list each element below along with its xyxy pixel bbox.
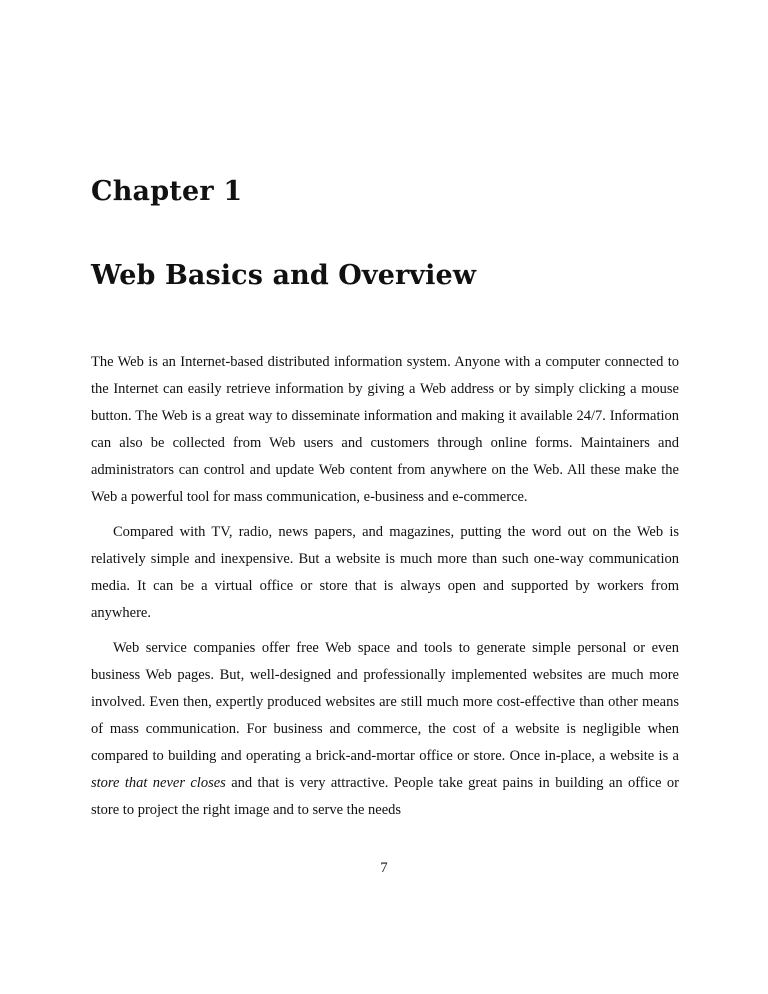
paragraph-3-part-1: Web service companies offer free Web space and tools to generate simple personal or even business Web pages. But, well-designed and professionally implemented websites are much more involved. Even then, expertly produced websites are still much more cost-effective than other means of mass communication. For business and commerce, the cost of a website is negligible when compared to building and operating a brick-and-mortar office or store. Once in-place, a website is a [91, 640, 679, 764]
page-number: 7 [380, 860, 388, 876]
emphasized-phrase: store that never closes [91, 775, 226, 791]
chapter-label: Chapter 1 [91, 176, 243, 207]
paragraph-3-part-2: and that is very attractive. People take great pains in building an office or store to project the right image and to serve the needs [91, 775, 679, 818]
paragraph-2: Compared with TV, radio, news papers, and magazines, putting the word out on the Web is relatively simple and inexpensive. But a website is much more than such one-way communication media. It can be a virtual office or store that is always open and supported by workers from anywhere. [91, 524, 679, 621]
chapter-title: Web Basics and Overview [91, 260, 477, 291]
paragraph-3 [91, 635, 679, 824]
paragraph-1: The Web is an Internet-based distributed information system. Anyone with a computer connected to the Internet can easily retrieve information by giving a Web address or by simply clicking a mouse button. The Web is a great way to disseminate information and making it available 24/7. Information can also be collected from Web users and customers through online forms. Maintainers and administrators can control and update Web content from anywhere on the Web. All these make the Web a powerful tool for mass communication, e-business and e-commerce. [91, 354, 679, 505]
body-text [91, 349, 679, 832]
